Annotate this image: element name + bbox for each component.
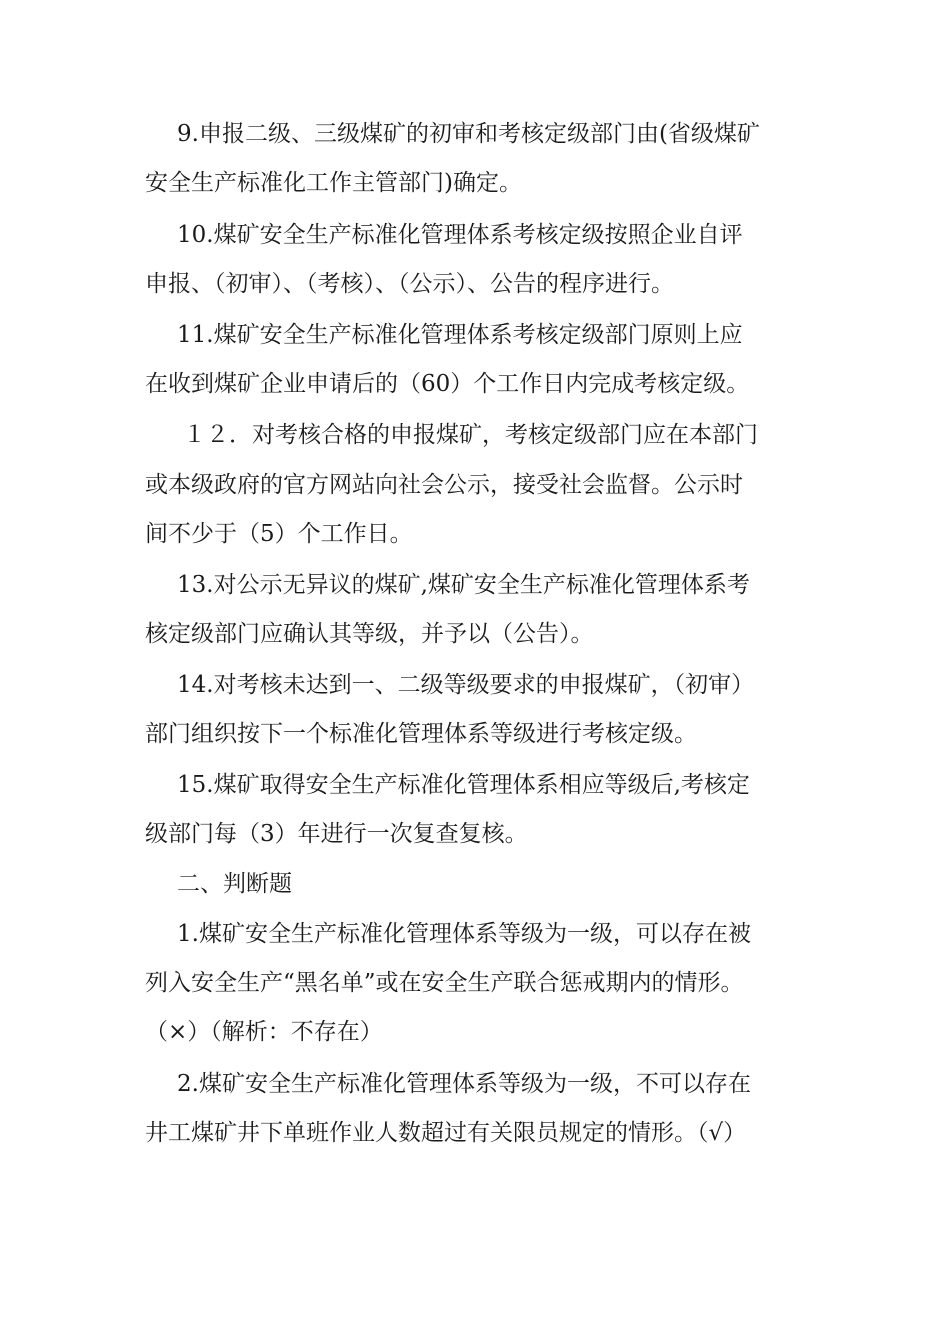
tf1-line-1: 1.煤矿安全生产标准化管理体系等级为一级，可以存在被 [177, 921, 751, 947]
q12-line-3: 间不少于（5）个工作日。 [145, 521, 413, 547]
q12-line-1: １２．对考核合格的申报煤矿，考核定级部门应在本部门 [183, 422, 758, 448]
section-heading: 二、判断题 [177, 871, 292, 897]
q13-line-2: 核定级部门应确认其等级，并予以（公告）。 [145, 621, 594, 647]
tf1-line-2: 列入安全生产“黑名单”或在安全生产联合惩戒期内的情形。 [145, 970, 744, 996]
q15-line-2: 级部门每（3）年进行一次复查复核。 [145, 821, 528, 847]
tf2-line-1: 2.煤矿安全生产标准化管理体系等级为一级，不可以存在 [177, 1071, 751, 1097]
q12-line-2: 或本级政府的官方网站向社会公示，接受社会监督。公示时 [145, 472, 743, 498]
q13-line-1: 13.对公示无异议的煤矿,煤矿安全生产标准化管理体系考 [177, 572, 750, 598]
q9-line-1: 9.申报二级、三级煤矿的初审和考核定级部门由(省级煤矿 [177, 121, 760, 147]
q15-line-1: 15.煤矿取得安全生产标准化管理体系相应等级后,考核定 [177, 772, 750, 798]
q10-line-2: 申报、（初审）、（考核）、（公示）、公告的程序进行。 [145, 271, 674, 297]
tf2-line-2: 井工煤矿井下单班作业人数超过有关限员规定的情形。（√） [145, 1120, 747, 1146]
q11-line-2: 在收到煤矿企业申请后的（60）个工作日内完成考核定级。 [145, 371, 750, 397]
q14-line-2: 部门组织按下一个标准化管理体系等级进行考核定级。 [145, 721, 697, 747]
q11-line-1: 11.煤矿安全生产标准化管理体系考核定级部门原则上应 [177, 322, 743, 348]
q9-line-2: 安全生产标准化工作主管部门)确定。 [145, 170, 522, 196]
q14-line-1: 14.对考核未达到一、二级等级要求的申报煤矿，（初审） [177, 672, 755, 698]
q10-line-1: 10.煤矿安全生产标准化管理体系考核定级按照企业自评 [177, 222, 743, 248]
tf1-answer: （×）（解析：不存在） [145, 1019, 383, 1045]
